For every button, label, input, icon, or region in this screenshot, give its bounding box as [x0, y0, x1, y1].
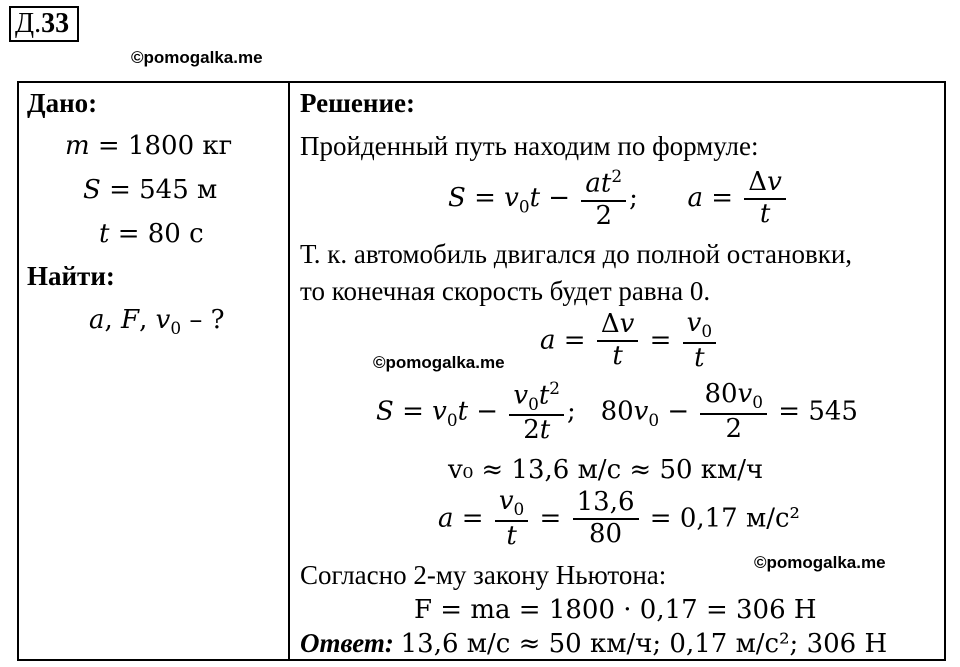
given-time: t = 80 с [99, 219, 204, 249]
solution-line-formula-intro: Пройденный путь находим по формуле: [300, 131, 759, 161]
answer-value: 13,6 м/с ≈ 50 км/ч; 0,17 м/с²; 306 Н [400, 629, 888, 659]
find-unknowns: a, F, $v_0$ – ? [89, 305, 225, 339]
given-column [18, 82, 289, 660]
formula-acceleration-v0: a = $\frac{\Delta v}{t}$ = $\frac{v_0}{t}$ [540, 309, 719, 374]
fraction-v0-over-t: $\frac{v_0}{t}$ [495, 487, 528, 552]
given-mass: m = 1800 кг [65, 131, 233, 161]
solution-line-stop: Т. к. автомобиль двигался до полной остановки, [300, 239, 853, 269]
fraction-at2-over-2: $\frac{at^2}{2}$ [581, 167, 626, 231]
formula-force: F = ma = 1800 · 0,17 = 306 Н [414, 595, 817, 625]
find-heading: Найти: [27, 261, 115, 291]
given-distance: S = 545 м [83, 175, 218, 205]
watermark-bottom: ©pomogalka.me [754, 553, 886, 572]
solution-column [289, 82, 945, 660]
fraction-v0t2-2t: $\frac{v_0t^2}{2t}$ [509, 379, 564, 446]
problem-table [17, 81, 946, 661]
given-heading: Дано: [27, 88, 98, 118]
problem-number-label [9, 6, 79, 42]
formula-distance: $S = v_0t$ − $\frac{at^2}{2}$ ; a = $\frac{\Delta v}{t}$ [448, 167, 789, 231]
fraction-dv-t: $\frac{\Delta v}{t}$ [597, 310, 638, 372]
fraction-v0-t: $\frac{v_0}{t}$ [683, 309, 716, 374]
solution-heading: Решение: [300, 88, 415, 118]
formula-acceleration-value: a = $\frac{v_0}{t}$ = $\frac{13,6}{80}$ = 0,17 м/с² [438, 486, 800, 551]
acceleration-result: = 0,17 м/с² [649, 503, 800, 534]
fraction-80v0-2: $\frac{80v_0}{2}$ [700, 380, 767, 445]
fraction-13-6-over-80: $\frac{13,6}{80}$ [573, 488, 639, 550]
solution-line-newton: Согласно 2-му закону Ньютона: [300, 560, 667, 590]
problem-label-number: 33 [41, 8, 70, 39]
answer-label: Ответ: [300, 628, 394, 658]
result-initial-speed: v₀ ≈ 13,6 м/с ≈ 50 км/ч [448, 455, 764, 485]
watermark-top: ©pomogalka.me [131, 48, 263, 67]
watermark-middle: ©pomogalka.me [373, 353, 505, 372]
solution-line-final-speed: то конечная скорость будет равна 0. [300, 276, 711, 306]
problem-label-prefix: Д. [15, 8, 42, 39]
formula-distance-substituted: $S = v_0t$ − $\frac{v_0t^2}{2t}$ ; $80v_0$ − $\frac{80v_0}{2}$ = 545 [376, 378, 858, 446]
answer-line [300, 628, 887, 659]
fraction-dv-over-t: $\frac{\Delta v}{t}$ [744, 168, 785, 230]
